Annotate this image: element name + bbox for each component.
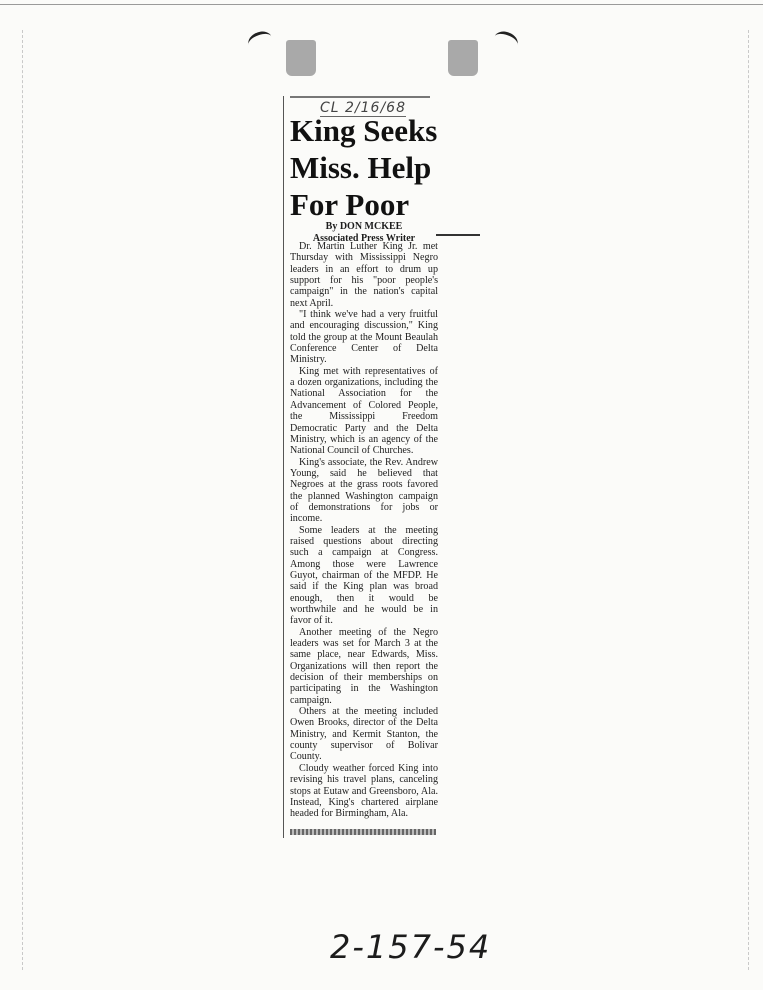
page-left-margin-line — [22, 30, 24, 970]
page-top-edge — [0, 4, 763, 5]
byline-role: Associated Press Writer — [312, 233, 416, 244]
article-paragraph: Cloudy weather forced King into revising his travel plans, canceling stops at Eutaw and Greensboro, Ala. Instead, King's chartered airplane headed for Birmingham, Ala. — [290, 762, 438, 820]
binder-clip-mark-left — [246, 28, 274, 52]
article-paragraph: King met with representatives of a dozen organizations, including the National Association for the Advancement of Colored People, the Mississippi Freedom Democratic Party and the Delta Ministry, which is an agency of the National Council of Churches. — [290, 365, 438, 457]
article-paragraph: Others at the meeting included Owen Brooks, director of the Delta Ministry, and Kermit Stanton, the county supervisor of Bolivar County. — [290, 706, 438, 763]
article-paragraph: Dr. Martin Luther King Jr. met Thursday with Mississippi Negro leaders in an effort to drum up support for his "poor people's campaign" in the nation's capital next April. — [290, 241, 438, 309]
newspaper-clipping — [283, 96, 440, 838]
article-paragraph: "I think we've had a very fruitful and encouraging discussion," King told the group at the Mount Beaulah Conference Center of Delta Ministry. — [290, 309, 438, 366]
clipping-top-rule — [290, 96, 430, 98]
punch-hole-right — [448, 40, 478, 76]
handwritten-date-note: CL 2/16/68 — [320, 100, 406, 116]
handwritten-pen-mark — [436, 234, 480, 236]
binder-clip-mark-right — [492, 28, 520, 52]
article-paragraph: Another meeting of the Negro leaders was set for March 3 at the same place, near Edwards, Miss. Organizations will then report the decision of their memberships on participating in the Washington campaign. — [290, 626, 438, 706]
article-body — [290, 241, 438, 820]
article-paragraph: Some leaders at the meeting raised questions about directing such a campaign at Congress. Among those were Lawrence Guyot, chairman of the MFDP. He said if the King plan was broad enough, then it would be worthwhile and he would be in favor of it. — [290, 524, 438, 627]
page-right-margin-line — [748, 30, 750, 970]
clipping-bottom-rule — [290, 829, 436, 835]
headline: King Seeks Miss. Help For Poor — [290, 113, 438, 222]
punch-hole-left — [286, 40, 316, 76]
handwritten-file-number: 2-157-54 — [330, 928, 492, 966]
byline-author: By DON MCKEE — [325, 221, 403, 232]
article-paragraph: King's associate, the Rev. Andrew Young, said he believed that Negroes at the grass roots favored the planned Washington campaign of demonstrations for jobs or income. — [290, 456, 438, 525]
